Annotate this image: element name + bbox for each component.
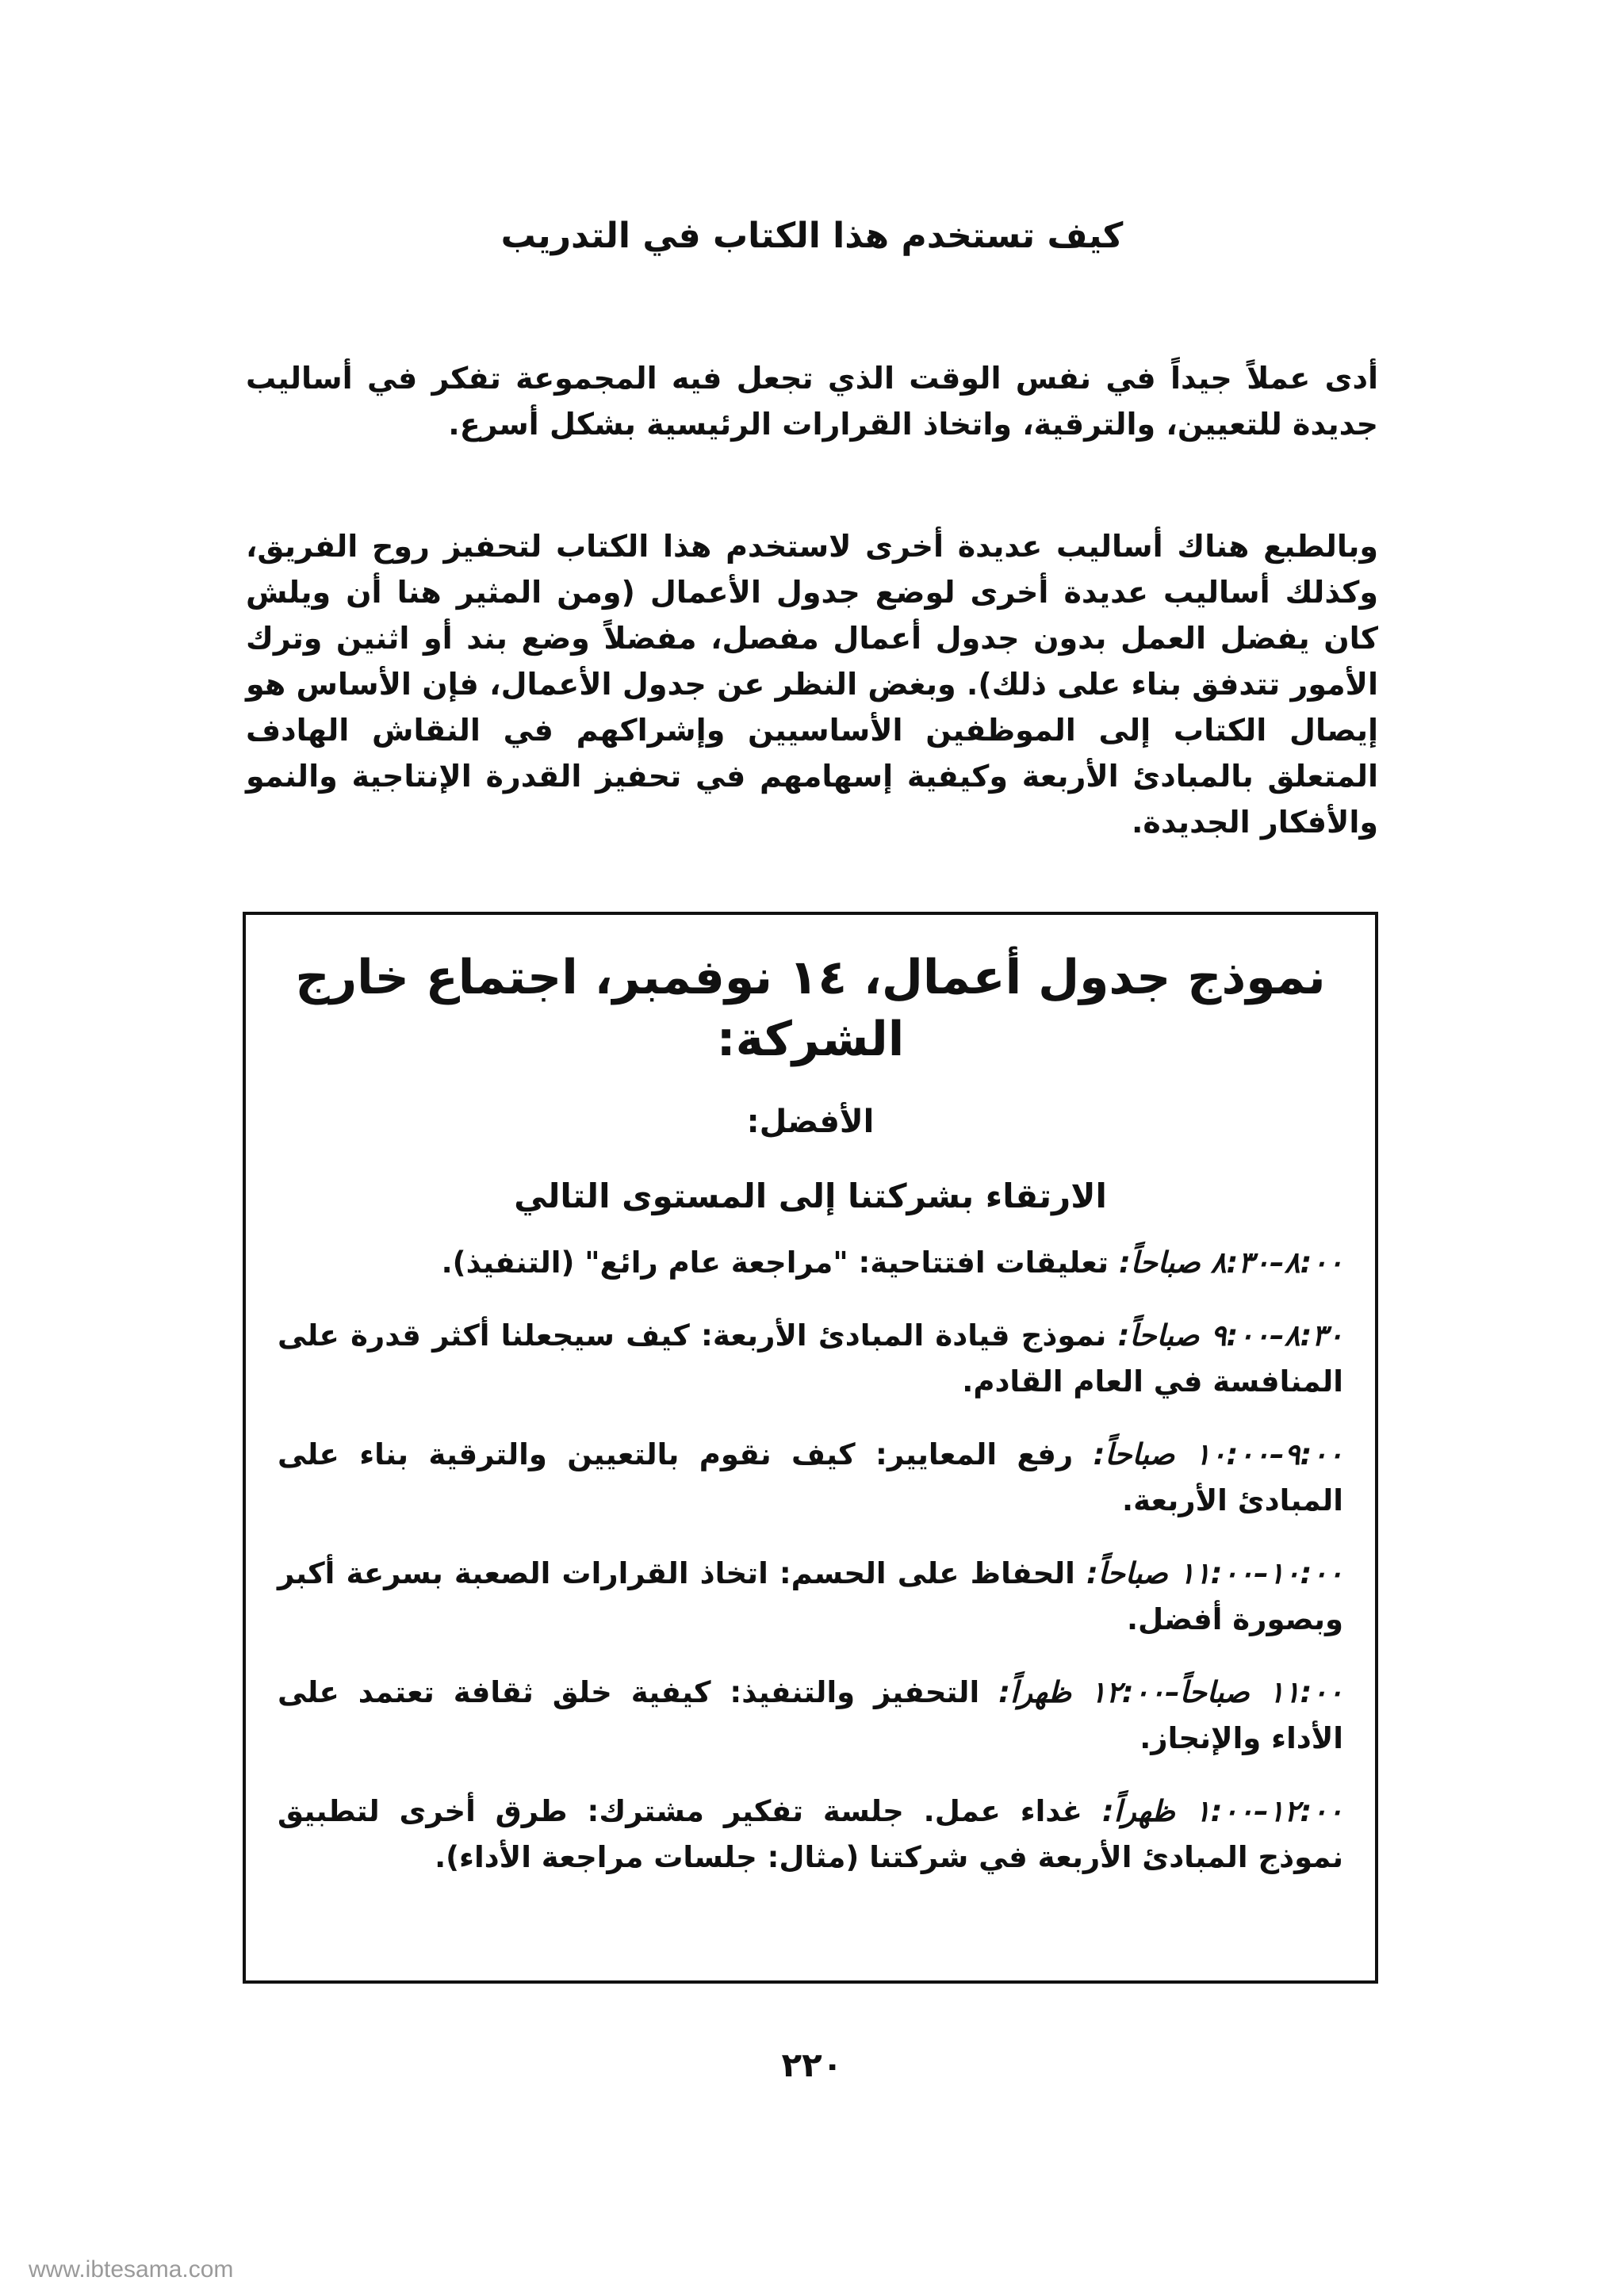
agenda-text: غداء عمل. جلسة تفكير مشترك: طرق أخرى لتطبيق نموذج المبادئ الأربعة في شركتنا (مثال: جلسات مراجعة الأداء). <box>278 1794 1343 1874</box>
agenda-item <box>278 1551 1343 1643</box>
agenda-box <box>243 912 1378 1984</box>
agenda-text: التحفيز والتنفيذ: كيفية خلق ثقافة تعتمد على الأداء والإنجاز. <box>278 1675 1343 1755</box>
agenda-text: الحفاظ على الحسم: اتخاذ القرارات الصعبة بسرعة أكبر وبصورة أفضل. <box>278 1556 1343 1636</box>
agenda-item <box>278 1432 1343 1524</box>
paragraph-1: أدى عملاً جيداً في نفس الوقت الذي تجعل فيه المجموعة تفكر في أساليب جديدة للتعيين، والترقية، واتخاذ القرارات الرئيسية بشكل أسرع. <box>246 361 1378 442</box>
agenda-time: ٨:٠٠–٨:٣٠ صباحاً: <box>1118 1246 1343 1280</box>
agenda-list <box>278 1240 1343 1908</box>
agenda-item <box>278 1313 1343 1405</box>
agenda-item <box>278 1670 1343 1762</box>
agenda-time: ١١:٠٠ صباحاً–١٢:٠٠ ظهراً: <box>998 1675 1343 1709</box>
agenda-title: نموذج جدول أعمال، ١٤ نوفمبر، اجتماع خارج الشركة: <box>295 950 1326 1067</box>
agenda-text: رفع المعايير: كيف نقوم بالتعيين والترقية بناء على المبادئ الأربعة. <box>278 1437 1343 1517</box>
agenda-item <box>278 1789 1343 1881</box>
agenda-time: ٨:٣٠–٩:٠٠ صباحاً: <box>1117 1318 1343 1353</box>
agenda-text: تعليقات افتتاحية: "مراجعة عام رائع" (التنفيذ). <box>441 1246 1109 1280</box>
page-number: ٢٢٠ <box>781 2045 843 2084</box>
agenda-time: ١٢:٠٠–١:٠٠ ظهراً: <box>1101 1794 1343 1828</box>
agenda-heading: الارتقاء بشركتنا إلى المستوى التالي <box>514 1177 1107 1215</box>
agenda-text: نموذج قيادة المبادئ الأربعة: كيف سيجعلنا أكثر قدرة على المنافسة في العام القادم. <box>278 1318 1343 1399</box>
agenda-item <box>278 1240 1343 1286</box>
agenda-time: ٩:٠٠–١٠:٠٠ صباحاً: <box>1093 1437 1343 1471</box>
agenda-subtitle: الأفضل: <box>746 1104 875 1140</box>
watermark-url: www.ibtesama.com <box>29 2256 234 2283</box>
agenda-time: ١٠:٠٠–١١:٠٠ صباحاً: <box>1086 1556 1344 1590</box>
paragraph-2: وبالطبع هناك أساليب عديدة أخرى لاستخدم هذا الكتاب لتحفيز روح الفريق، وكذلك أساليب عديدة أخرى لوضع جدول الأعمال (ومن المثير هنا أن ويلش كان يفضل العمل بدون جدول أعمال مفصل، مفضلاً وضع بند أو اثنين وترك الأمور تتدفق بناء على ذلك). وبغض النظر عن جدول الأعمال، فإن الأساس هو إيصال الكتاب إلى الموظفين الأساسيين وإشراكهم في النقاش الهادف المتعلق بالمبادئ الأربعة وكيفية إسهامهم في تحفيز القدرة الإنتاجية والنمو والأفكار الجديدة. <box>246 529 1378 840</box>
running-header: كيف تستخدم هذا الكتاب في التدريب <box>500 216 1124 256</box>
